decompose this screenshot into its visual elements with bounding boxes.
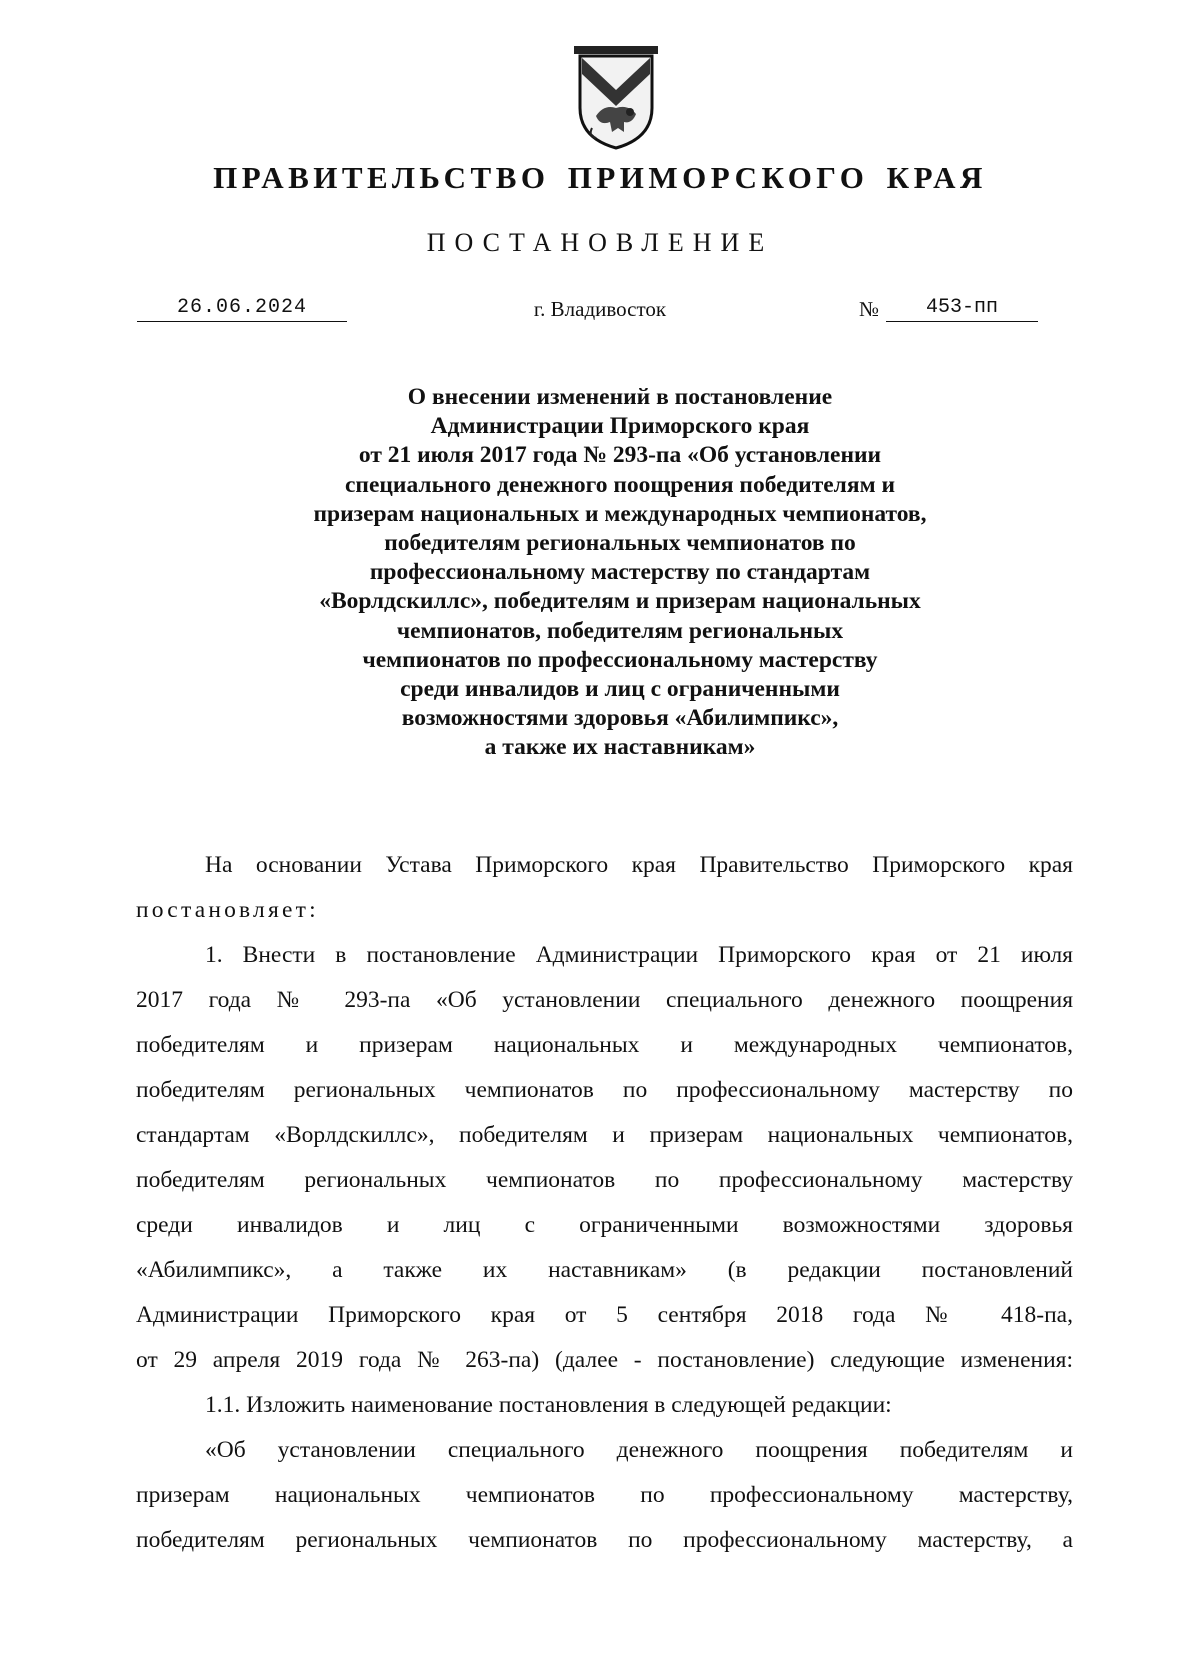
title-line: «Ворлдскиллс», победителям и призерам национальных <box>319 588 921 615</box>
title-line: профессиональному мастерству по стандартам <box>369 559 871 586</box>
body-line: от 29 апреля 2019 года № 263-па) (далее - постановление) следующие изменения: <box>136 1347 1073 1373</box>
body-line: победителям и призерам национальных и международных чемпионатов, <box>136 1032 1073 1058</box>
title-line: О внесении изменений в постановление <box>407 384 833 410</box>
body-line: «Об установлении специального денежного поощрения победителям и <box>205 1437 1073 1463</box>
body-line: постановляет: <box>136 897 319 923</box>
body-line: 1.1. Изложить наименование постановления в следующей редакции: <box>205 1392 892 1418</box>
document-date: 26.06.2024 <box>137 296 347 322</box>
title-line: Администрации Приморского края <box>430 413 810 440</box>
body-line: 1. Внести в постановление Администрации Приморского края от 21 июля <box>205 942 1073 968</box>
body-line: 2017 года № 293-па «Об установлении специального денежного поощрения <box>136 987 1073 1013</box>
title-line: чемпионатов, победителям региональных <box>396 617 844 644</box>
title-line: специального денежного поощрения победителям и <box>344 471 895 498</box>
coat-of-arms-icon <box>570 42 662 152</box>
title-line: победителям региональных чемпионатов по <box>384 530 856 557</box>
body-line: среди инвалидов и лиц с ограниченными возможностями здоровья <box>136 1212 1073 1238</box>
title-line: а также их наставникам» <box>484 734 756 761</box>
document-number: 453-пп <box>886 296 1038 322</box>
document-title <box>200 383 1040 763</box>
body-line: Администрации Приморского края от 5 сентября 2018 года № 418-па, <box>136 1302 1073 1328</box>
body-line: победителям региональных чемпионатов по профессиональному мастерству по <box>136 1077 1073 1103</box>
body-line: На основании Устава Приморского края Правительство Приморского края <box>205 852 1073 878</box>
body-line: «Абилимпикс», а также их наставникам» (в редакции постановлений <box>136 1257 1073 1283</box>
number-label: № <box>859 297 880 321</box>
title-line: от 21 июля 2017 года № 293-па «Об установлении <box>358 442 882 469</box>
title-line: призерам национальных и международных чемпионатов, <box>313 500 927 527</box>
body-line: призерам национальных чемпионатов по профессиональному мастерству, <box>136 1482 1073 1508</box>
body-line: победителям региональных чемпионатов по профессиональному мастерству <box>136 1167 1073 1193</box>
document-city: г. Владивосток <box>533 297 667 321</box>
title-line: чемпионатов по профессиональному мастерству <box>362 646 878 673</box>
government-name: ПРАВИТЕЛЬСТВО ПРИМОРСКОГО КРАЯ <box>213 160 987 195</box>
body-line: победителям региональных чемпионатов по профессиональному мастерству, а <box>136 1527 1073 1553</box>
body-line: стандартам «Ворлдскиллс», победителям и призерам национальных чемпионатов, <box>136 1122 1073 1148</box>
title-line: среди инвалидов и лиц с ограниченными <box>400 676 840 703</box>
title-line: возможностями здоровья «Абилимпикс», <box>401 705 839 732</box>
document-type: ПОСТАНОВЛЕНИЕ <box>426 228 774 257</box>
